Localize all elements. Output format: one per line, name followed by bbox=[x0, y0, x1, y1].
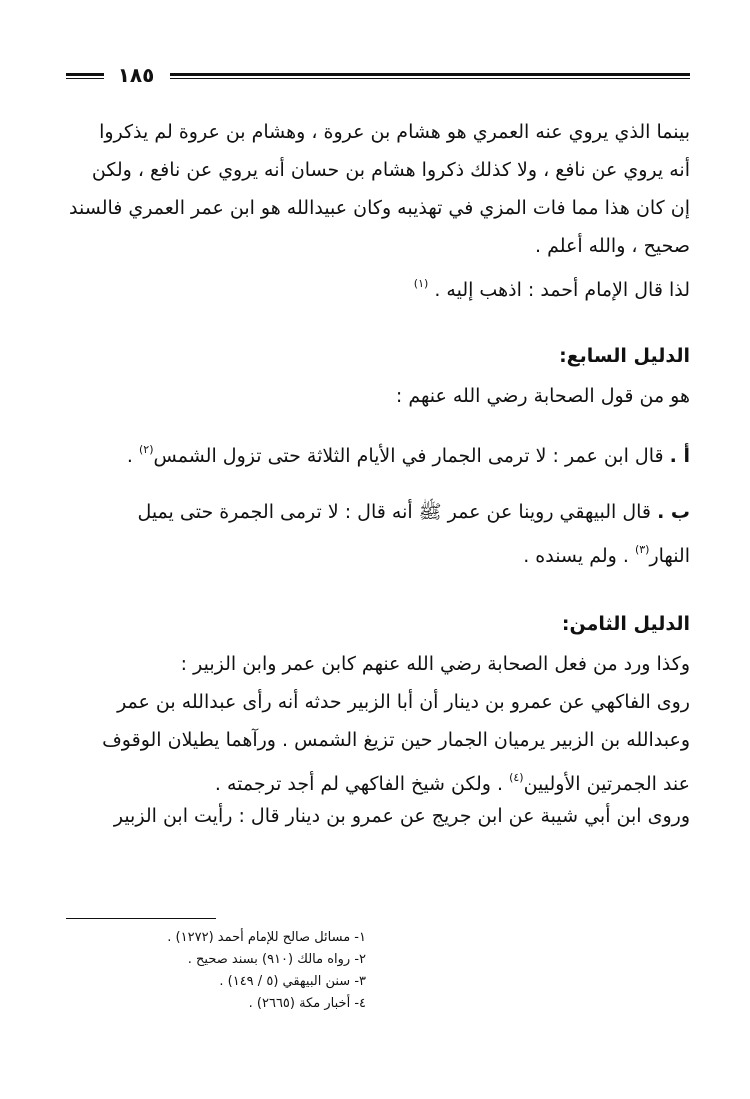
item-end: . ولم يسنده . bbox=[523, 545, 629, 567]
item-text: قال ابن عمر : لا ترمى الجمار في الأيام الثلاثة حتى تزول الشمس bbox=[153, 445, 664, 467]
footnote-ref: (٤) bbox=[509, 771, 524, 784]
list-item-b bbox=[66, 498, 690, 526]
item-label: ب . bbox=[657, 501, 690, 523]
section-heading: الدليل الثامن: bbox=[561, 613, 690, 635]
footnote: ٣- سنن البيهقي (٥ / ١٤٩) . bbox=[219, 974, 366, 989]
paragraph-line: وكذا ورد من فعل الصحابة رضي الله عنهم كابن عمر وابن الزبير : bbox=[180, 653, 690, 675]
list-item-a bbox=[66, 436, 690, 470]
footnote: ٢- رواه مالك (٩١٠) بسند صحيح . bbox=[187, 952, 366, 967]
item-label: أ . bbox=[669, 445, 690, 467]
paragraph-line: وروى ابن أبي شيبة عن ابن جريج عن عمرو بن دينار قال : رأيت ابن الزبير bbox=[113, 805, 690, 827]
paragraph-line bbox=[66, 764, 690, 798]
header-rule-left bbox=[66, 73, 104, 79]
footnote: ٤- أخبار مكة (٢٦٦٥) . bbox=[248, 996, 366, 1011]
item-text: النهار bbox=[649, 545, 690, 567]
page-header bbox=[66, 62, 690, 88]
footnote-ref: (٣) bbox=[634, 543, 650, 556]
item-text: عند الجمرتين الأوليين bbox=[523, 773, 690, 795]
header-rule-right bbox=[170, 73, 690, 79]
paragraph-line: هو من قول الصحابة رضي الله عنهم : bbox=[395, 385, 690, 407]
quote-text: لذا قال الإمام أحمد : اذهب إليه . bbox=[434, 279, 690, 301]
item-end: . bbox=[126, 445, 133, 467]
paragraph-line: وعبدالله بن الزبير يرميان الجمار حين تزيغ الشمس . ورآهما يطيلان الوقوف bbox=[102, 729, 690, 751]
paragraph-line: بينما الذي يروي عنه العمري هو هشام بن عروة ، وهشام بن عروة لم يذكروا bbox=[99, 121, 690, 143]
section-heading: الدليل السابع: bbox=[559, 345, 690, 367]
footnote-ref: (٢) bbox=[139, 443, 154, 456]
book-page bbox=[66, 52, 690, 1052]
footnote-ref: (١) bbox=[413, 277, 429, 290]
item-text: قال البيهقي روينا عن عمر ﷺ أنه قال : لا ترمى الجمرة حتى يميل bbox=[137, 501, 652, 523]
item-end: . ولكن شيخ الفاكهي لم أجد ترجمته . bbox=[214, 773, 504, 795]
paragraph-line: إن كان هذا مما فات المزي في تهذيبه وكان عبيدالله هو ابن عمر العمري فالسند bbox=[69, 197, 690, 219]
paragraph-line: أنه يروي عن نافع ، ولا كذلك ذكروا هشام بن حسان أنه يروي عن نافع ، ولكن bbox=[91, 159, 690, 181]
page-number: ١٨٥ bbox=[117, 63, 155, 87]
paragraph-line: روى الفاكهي عن عمرو بن دينار أن أبا الزبير حدثه أنه رأى عبدالله بن عمر bbox=[117, 691, 690, 713]
paragraph-line: صحيح ، والله أعلم . bbox=[535, 235, 690, 257]
footnote: ١- مسائل صالح للإمام أحمد (١٢٧٢) . bbox=[167, 930, 366, 945]
footnote-separator bbox=[66, 918, 216, 919]
paragraph-line bbox=[66, 270, 690, 304]
paragraph-line bbox=[66, 536, 690, 570]
